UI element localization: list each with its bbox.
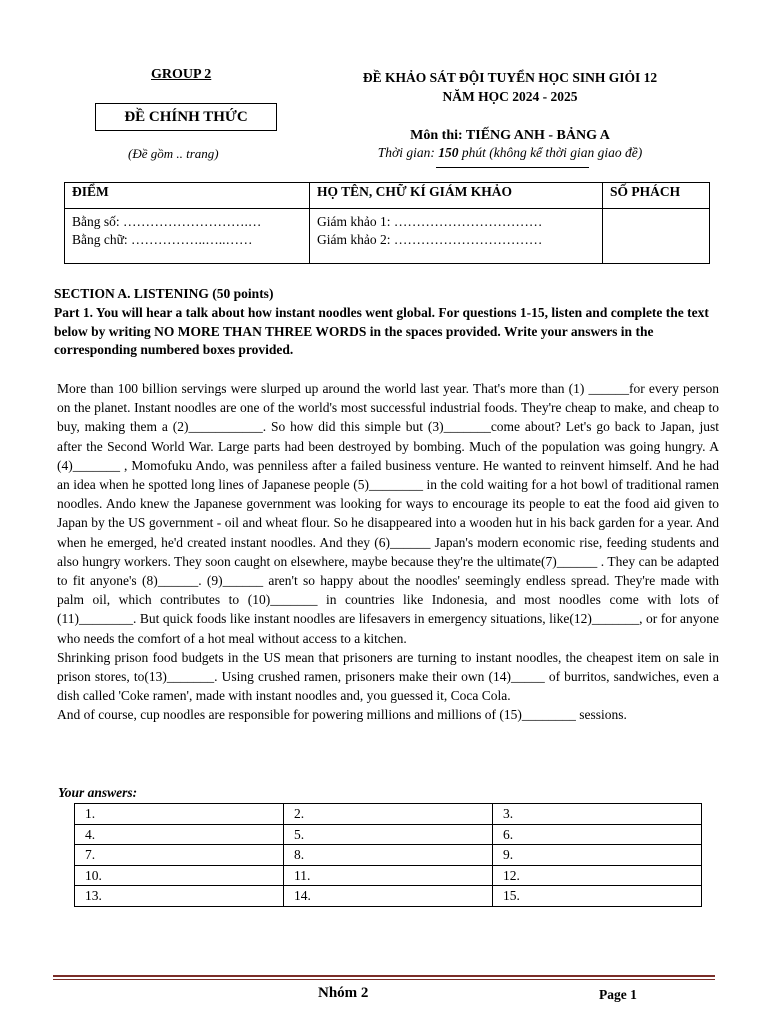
score-header: ĐIỂM xyxy=(65,183,310,209)
score-words: Bằng chữ: ……………..…..…… xyxy=(72,232,253,247)
time-suffix: phút (không kể thời gian giao đề) xyxy=(458,145,643,160)
answer-box[interactable]: 1. xyxy=(75,804,284,825)
passage-paragraph-3: And of course, cup noodles are responsible for powering millions and millions of (15)________ sessions. xyxy=(57,707,627,723)
answer-box[interactable]: 9. xyxy=(493,845,702,866)
footer-rule-thin xyxy=(53,979,715,980)
answer-box[interactable]: 5. xyxy=(284,824,493,845)
answer-box[interactable]: 6. xyxy=(493,824,702,845)
exam-title-line1: ĐỀ KHẢO SÁT ĐỘI TUYỂN HỌC SINH GIỎI 12 xyxy=(362,70,658,85)
time-underline xyxy=(436,167,589,168)
answers-table xyxy=(74,803,702,907)
footer-group: Nhóm 2 xyxy=(318,985,369,1001)
answer-row xyxy=(75,804,702,825)
part-instruction: Part 1. You will hear a talk about how instant noodles went global. For questions 1-15, listen and complete the text below by writing NO MORE THAN THREE WORDS in the spaces provided. Write your answers in the corresponding numbered boxes provided. xyxy=(54,305,709,357)
examiner-header: HỌ TÊN, CHỮ KÍ GIÁM KHẢO xyxy=(310,183,603,209)
section-title: SECTION A. LISTENING (50 points) xyxy=(54,286,274,301)
code-header: SỐ PHÁCH xyxy=(603,183,710,209)
examiner-1: Giám khảo 1: …………………………… xyxy=(317,214,543,229)
answer-box[interactable]: 3. xyxy=(493,804,702,825)
answer-box[interactable]: 13. xyxy=(75,886,284,907)
time-line xyxy=(300,145,720,161)
time-prefix: Thời gian: xyxy=(377,145,439,160)
passage-paragraph-1: More than 100 billion servings were slurped up around the world last year. That's more than (1) ______for every person on the planet. Instant noodles are one of the world's most successful industrial foods. They're cheap to make, and cheap to buy, making them a (2)___________. So how did this simple but (3)_______come about? Let's go back to Japan, just after the Second World War. Large parts had been destroyed by bombing. Much of the population was going hungry. A (4)_______ , Momofuku Ando, was penniless after a failed business venture. He wanted to reinvent himself. And he had an idea when he spotted long lines of Japanese people (5)________ in the cold waiting for a hot bowl of traditional ramen noodles. Ando knew the Japanese government was looking for ways to encourage its people to eat the food aid given to Japan by the US government - oil and wheat flour. So he disappeared into a wooden hut in his back garden for a year. And when he emerged, he'd created instant noodles. And they (6)______ Japan's modern economic rise, feeding students and also hungry workers. They soon caught on elsewhere, maybe because they're the ultimate(7)______ . They can be adapted to fit anyone's (8)______. (9)______ aren't so happy about the noodles' seemingly endless spread. They're made with palm oil, which contributes to (10)_______ in countries like Indonesia, and most noodles come with lots of (11)________. But quick foods like instant noodles are lifesavers in emergency situations, like(12)_______, or for anyone who needs the comfort of a hot meal without access to a kitchen. xyxy=(57,381,719,646)
answer-box[interactable]: 10. xyxy=(75,865,284,886)
answer-row xyxy=(75,824,702,845)
score-numeric: Bằng số: ……………………….… xyxy=(72,214,262,229)
answer-box[interactable]: 4. xyxy=(75,824,284,845)
footer-rule-thick xyxy=(53,975,715,977)
subject-value: TIẾNG ANH - BẢNG A xyxy=(465,128,610,143)
page-number: Page 1 xyxy=(599,987,637,1002)
score-table xyxy=(64,182,710,264)
exam-title-line2: NĂM HỌC 2024 - 2025 xyxy=(442,89,578,104)
listening-passage xyxy=(57,379,719,725)
time-value: 150 xyxy=(438,145,459,160)
group-label: GROUP 2 xyxy=(151,67,212,82)
subject-line xyxy=(300,127,720,145)
answer-box[interactable]: 7. xyxy=(75,845,284,866)
score-cell[interactable] xyxy=(65,209,310,264)
official-exam-box: ĐỀ CHÍNH THỨC xyxy=(95,103,277,131)
answers-label: Your answers: xyxy=(58,785,138,800)
answer-box[interactable]: 15. xyxy=(493,886,702,907)
exam-title xyxy=(300,68,720,106)
answer-row xyxy=(75,865,702,886)
passage-paragraph-2: Shrinking prison food budgets in the US mean that prisoners are turning to instant noodles, the cheapest item on sale in prison stores, to(13)_______. Using crushed ramen, prisoners make their own (14)_____ of burritos, sandwiches, even a dish called 'Coke ramen', made with instant noodles and, you guessed it, Coca Cola. xyxy=(57,649,719,704)
code-cell[interactable] xyxy=(603,209,710,264)
pages-note: (Đề gồm .. trang) xyxy=(128,146,219,161)
answer-row xyxy=(75,886,702,907)
examiner-cell[interactable] xyxy=(310,209,603,264)
subject-label: Môn thi: xyxy=(410,128,466,143)
answer-box[interactable]: 14. xyxy=(284,886,493,907)
answer-box[interactable]: 12. xyxy=(493,865,702,886)
answer-row xyxy=(75,845,702,866)
answer-box[interactable]: 11. xyxy=(284,865,493,886)
answer-box[interactable]: 2. xyxy=(284,804,493,825)
answer-box[interactable]: 8. xyxy=(284,845,493,866)
examiner-2: Giám khảo 2: …………………………… xyxy=(317,232,543,247)
